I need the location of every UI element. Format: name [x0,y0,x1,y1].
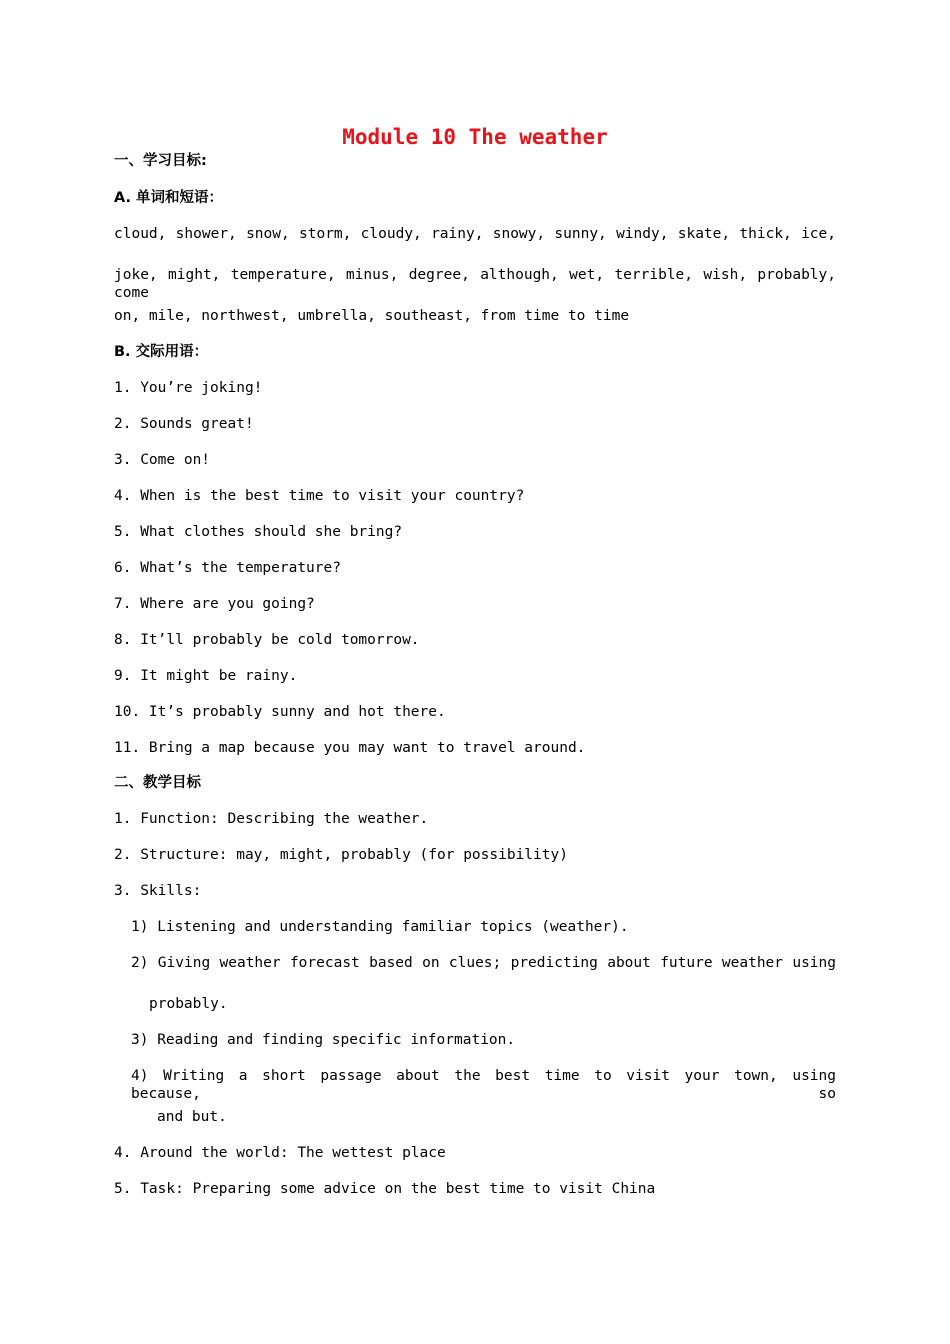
phrase-item: 7. Where are you going? [114,596,315,612]
phrase-item: 1. You’re joking! [114,380,263,396]
phrase-item: 5. What clothes should she bring? [114,524,403,540]
phrase-item: 6. What’s the temperature? [114,560,341,576]
vocab-line: cloud, shower, snow, storm, cloudy, rainy, snowy, sunny, windy, skate, thick, ice, [114,226,836,242]
skill-item: 1) Listening and understanding familiar topics (weather). [131,919,629,935]
skill-item: 3) Reading and finding specific information. [131,1032,516,1048]
vocab-line: on, mile, northwest, umbrella, southeast, from time to time [114,308,630,324]
phrase-item: 2. Sounds great! [114,416,254,432]
phrase-item: 8. It’ll probably be cold tomorrow. [114,632,420,648]
goal-item: 4. Around the world: The wettest place [114,1145,446,1161]
phrase-item: 4. When is the best time to visit your country? [114,488,525,504]
vocab-line: joke, might, temperature, minus, degree, although, wet, terrible, wish, probably, come [114,267,836,301]
phrase-item: 11. Bring a map because you may want to travel around. [114,740,586,756]
phrase-item: 10. It’s probably sunny and hot there. [114,704,446,720]
phrase-item: 3. Come on! [114,452,211,468]
phrase-item: 9. It might be rainy. [114,668,298,684]
goal-item: 3. Skills: [114,883,202,899]
goal-item: 5. Task: Preparing some advice on the best time to visit China [114,1181,656,1197]
subheading-phrases: B. 交际用语： [114,344,209,360]
skill-item-continuation: and but. [157,1109,227,1125]
section-heading-learning-goals: 一、学习目标: [114,153,207,169]
section-heading-teaching-goals: 二、教学目标 [114,775,201,791]
goal-item: 1. Function: Describing the weather. [114,811,429,827]
goal-item: 2. Structure: may, might, probably (for possibility) [114,847,568,863]
skill-item: 4) Writing a short passage about the best time to visit your town, using because, so [131,1068,836,1102]
skill-item-continuation: probably. [149,996,228,1012]
subheading-vocabulary: A. 单词和短语： [114,190,224,206]
skill-item: 2) Giving weather forecast based on clues; predicting about future weather using [131,955,836,971]
page-title: Module 10 The weather [342,125,608,149]
